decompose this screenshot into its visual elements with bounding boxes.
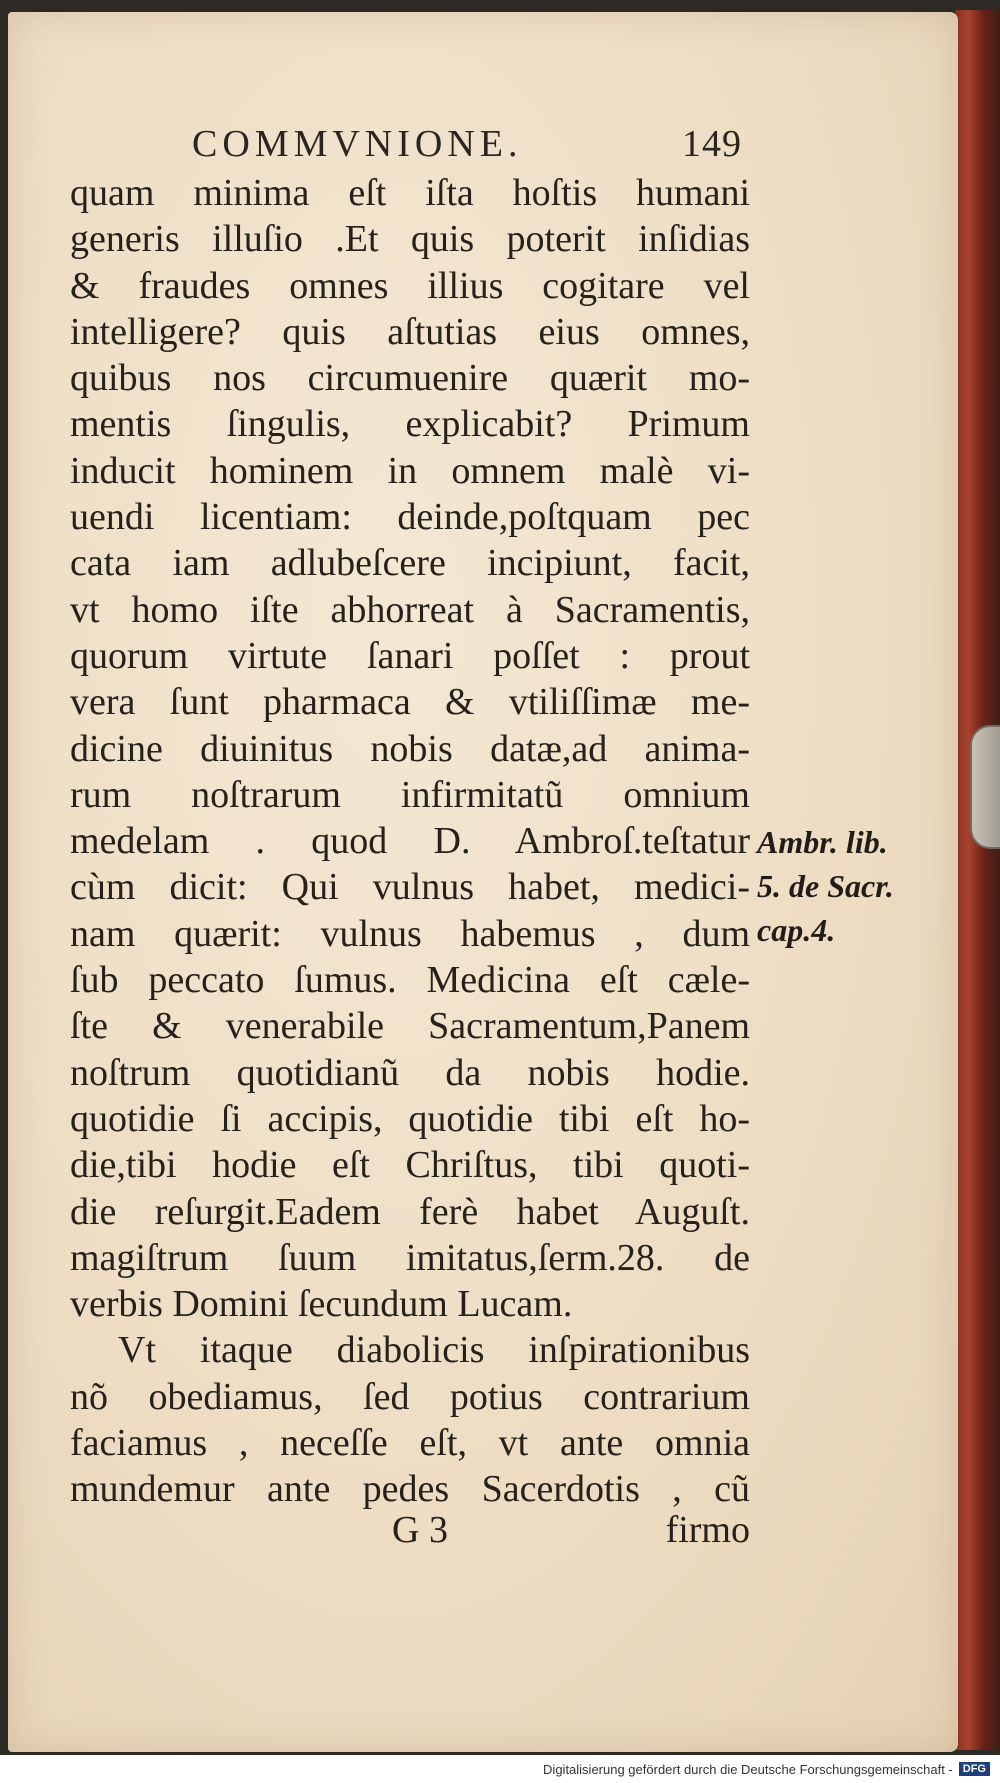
text-line: nam quærit: vulnus habemus , dum — [70, 912, 750, 955]
running-title: COMMVNIONE. — [192, 123, 523, 165]
body-text — [70, 170, 750, 1513]
text-line: cata iam adlubeſcere incipiunt, facit, — [70, 542, 750, 585]
text-line: quam minima eſt iſta hoſtis humani — [70, 172, 750, 214]
text-line: generis illuſio .Et quis poterit inſidias — [70, 218, 750, 261]
footer-credit: Digitalisierung gefördert durch die Deutsche Forschungsgemeinschaft - — [543, 1761, 953, 1777]
text-line: inducit hominem in omnem malè vi- — [70, 449, 750, 492]
text-line: ſub peccato ſumus. Medicina eſt cæle- — [70, 959, 750, 1002]
text-line: verbis Domini ſecundum Lucam. — [70, 1283, 573, 1326]
catchword: firmo — [665, 1509, 750, 1551]
catchline — [70, 1508, 750, 1554]
text-line: mentis ſingulis, explicabit? Primum — [70, 403, 750, 446]
book-clasp — [970, 725, 1000, 849]
text-line: noſtrum quotidianũ da nobis hodie. — [70, 1051, 750, 1094]
text-line: vera ſunt pharmaca & vtiliſſimæ me- — [70, 681, 750, 724]
text-line: Vt itaque diabolicis inſpirationibus — [118, 1329, 750, 1372]
text-line: mundemur ante pedes Sacerdotis , cũ — [70, 1468, 750, 1511]
text-line: intelligere? quis aſtutias eius omnes, — [70, 310, 750, 353]
text-line: vt homo iſte abhorreat à Sacramentis, — [70, 588, 750, 631]
dfg-logo: DFG — [959, 1762, 990, 1776]
signature-mark: G 3 — [392, 1509, 448, 1551]
page-number: 149 — [682, 123, 742, 165]
text-line: quotidie ſi accipis, quotidie tibi eſt ho- — [70, 1097, 750, 1140]
marginal-note — [757, 820, 947, 952]
marginal-note-line: cap.4. — [757, 912, 836, 948]
text-line: ſte & venerabile Sacramentum,Panem — [70, 1005, 750, 1048]
text-line: rum noſtrarum infirmitatũ omnium — [70, 773, 750, 816]
text-line: die,tibi hodie eſt Chriſtus, tibi quoti- — [70, 1144, 750, 1187]
text-line: & fraudes omnes illius cogitare vel — [70, 264, 750, 307]
digitization-footer — [0, 1755, 1000, 1783]
text-line: cùm dicit: Qui vulnus habet, medici- — [70, 866, 750, 909]
text-line: uendi licentiam: deinde,poſtquam pec — [70, 496, 750, 539]
text-line: dicine diuinitus nobis datæ,ad anima- — [70, 727, 750, 770]
text-line: quorum virtute ſanari poſſet : prout — [70, 634, 750, 677]
marginal-note-line: Ambr. lib. — [757, 824, 888, 860]
text-line: die reſurgit.Eadem ferè habet Auguſt. — [70, 1190, 750, 1233]
text-line: faciamus , neceſſe eſt, vt ante omnia — [70, 1422, 750, 1465]
text-line: nõ obediamus, ſed potius contrarium — [70, 1375, 750, 1418]
text-line: quibus nos circumuenire quærit mo- — [70, 357, 750, 400]
page-edge — [955, 10, 1000, 1750]
text-line: medelam . quod D. Ambroſ.teſtatur — [70, 820, 750, 863]
text-line: magiſtrum ſuum imitatus,ſerm.28. de — [70, 1236, 750, 1279]
marginal-note-line: 5. de Sacr. — [757, 868, 894, 904]
